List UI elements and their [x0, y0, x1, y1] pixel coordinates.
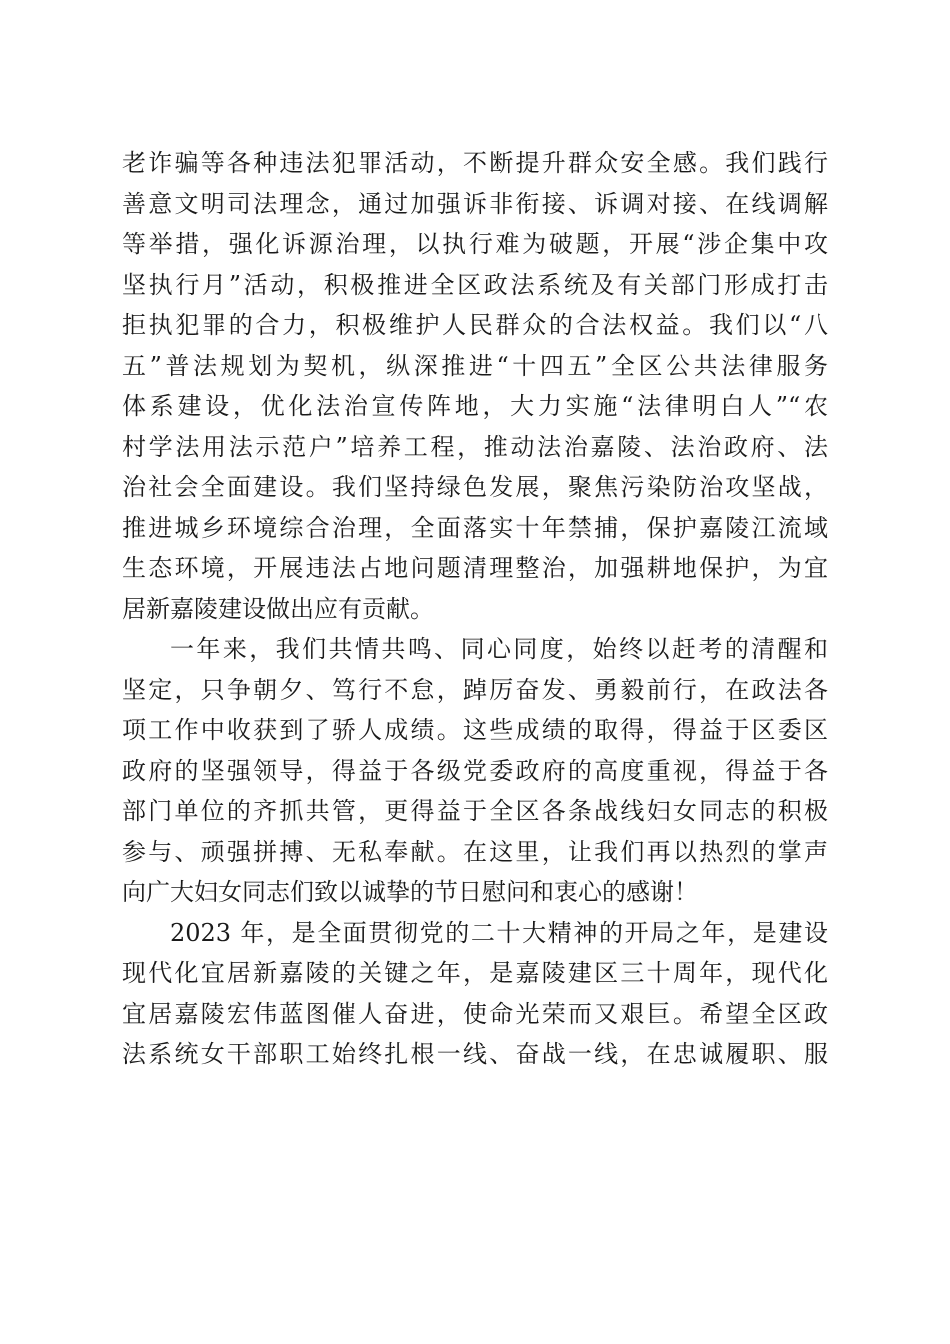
- text-line: 推进城乡环境综合治理，全面落实十年禁捕，保护嘉陵江流域: [122, 513, 828, 542]
- text-line: 居新嘉陵建设做出应有贡献。: [122, 594, 434, 623]
- text-line: 参与、顽强拼搏、无私奉献。在这里，让我们再以热烈的掌声: [122, 837, 828, 866]
- text-line: 拒执犯罪的合力，积极维护人民群众的合法权益。我们以“八: [122, 311, 828, 339]
- text-line: 政府的坚强领导，得益于各级党委政府的高度重视，得益于各: [122, 756, 828, 785]
- text-line: 村学法用法示范户”培养工程，推动法治嘉陵、法治政府、法: [122, 432, 828, 461]
- text-line: 治社会全面建设。我们坚持绿色发展，聚焦污染防治攻坚战，: [122, 473, 828, 501]
- paragraph-2: [122, 629, 828, 913]
- text-line: 部门单位的齐抓共管，更得益于全区各条战线妇女同志的积极: [122, 797, 828, 825]
- text-line: 项工作中收获到了骄人成绩。这些成绩的取得，得益于区委区: [122, 716, 828, 744]
- text-line: 老诈骗等各种违法犯罪活动，不断提升群众安全感。我们践行: [122, 149, 828, 177]
- text-line: 体系建设，优化法治宣传阵地，大力实施“法律明白人”“农: [122, 392, 828, 420]
- text-line: 现代化宜居新嘉陵的关键之年，是嘉陵建区三十周年，现代化: [122, 959, 828, 987]
- text-line: 五”普法规划为契机，纵深推进“十四五”全区公共法律服务: [122, 351, 828, 380]
- text-line: 生态环境，开展违法占地问题清理整治，加强耕地保护，为宜: [122, 554, 828, 582]
- text-line: 宜居嘉陵宏伟蓝图催人奋进，使命光荣而又艰巨。希望全区政: [122, 999, 828, 1028]
- paragraph-3: [122, 913, 828, 1075]
- document-body: [122, 143, 828, 1075]
- text-line: 向广大妇女同志们致以诚挚的节日慰问和衷心的感谢！: [122, 878, 698, 906]
- text-line: 坚定，只争朝夕、笃行不怠，踔厉奋发、勇毅前行，在政法各: [122, 675, 828, 704]
- text-line: 法系统女干部职工始终扎根一线、奋战一线，在忠诚履职、服: [122, 1040, 828, 1068]
- text-line: 2023 年，是全面贯彻党的二十大精神的开局之年，是建设: [170, 918, 828, 947]
- paragraph-1: [122, 143, 828, 629]
- text-line: 坚执行月”活动，积极推进全区政法系统及有关部门形成打击: [122, 270, 828, 299]
- text-line: 一年来，我们共情共鸣、同心同度，始终以赶考的清醒和: [170, 635, 828, 663]
- text-line: 等举措，强化诉源治理，以执行难为破题，开展“涉企集中攻: [122, 230, 828, 258]
- text-line: 善意文明司法理念，通过加强诉非衔接、诉调对接、在线调解: [122, 189, 828, 218]
